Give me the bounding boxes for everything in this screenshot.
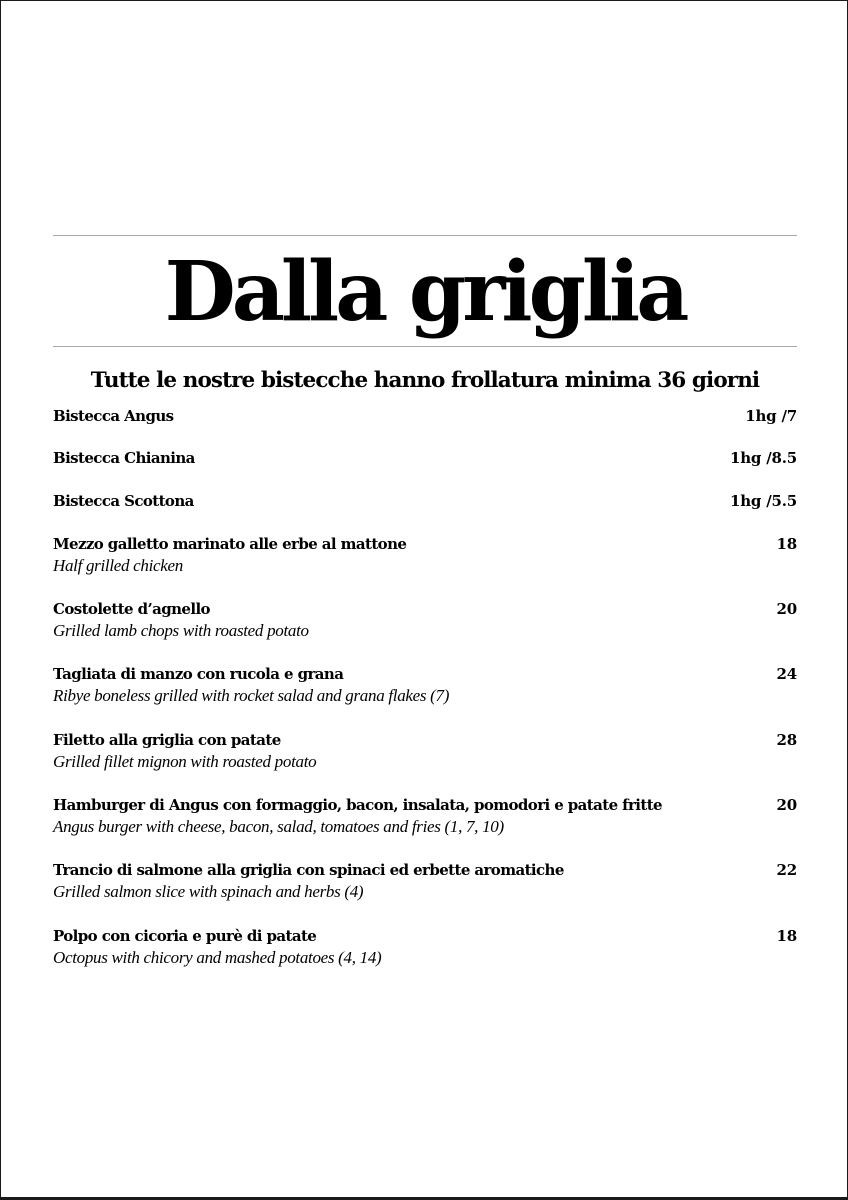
item-description: Octopus with chicory and mashed potatoes (4, 14) <box>53 948 382 967</box>
item-price: 20 <box>776 796 797 814</box>
item-description: Ribye boneless grilled with rocket salad and grana flakes (7) <box>53 686 450 705</box>
menu-item <box>53 924 797 970</box>
item-price: 18 <box>776 535 797 553</box>
item-price: 24 <box>776 665 797 683</box>
item-description: Angus burger with cheese, bacon, salad, tomatoes and fries (1, 7, 10) <box>53 817 504 836</box>
menu-item <box>53 597 797 643</box>
section-subtitle: Tutte le nostre bistecche hanno frollatura minima 36 giorni <box>90 368 760 393</box>
item-description: Grilled salmon slice with spinach and herbs (4) <box>53 882 364 901</box>
item-price: 20 <box>776 600 797 618</box>
section-title: Dalla griglia <box>164 244 686 340</box>
item-description: Grilled lamb chops with roasted potato <box>53 621 309 640</box>
item-name: Hamburger di Angus con formaggio, bacon, insalata, pomodori e patate fritte <box>53 796 663 814</box>
menu-item <box>53 532 797 578</box>
item-price: 28 <box>776 731 797 749</box>
item-price: 1hg /7 <box>745 407 797 425</box>
menu-item <box>53 793 797 839</box>
item-name: Polpo con cicoria e purè di patate <box>53 927 317 945</box>
menu-item <box>53 858 797 904</box>
item-price: 1hg /8.5 <box>729 449 797 467</box>
item-name: Filetto alla griglia con patate <box>53 731 281 749</box>
item-name: Mezzo galletto marinato alle erbe al mattone <box>53 535 407 553</box>
item-name: Tagliata di manzo con rucola e grana <box>53 665 344 683</box>
item-price: 22 <box>776 861 797 879</box>
item-price: 18 <box>776 927 797 945</box>
item-description: Grilled fillet mignon with roasted potato <box>53 752 317 771</box>
item-price: 1hg /5.5 <box>729 492 797 510</box>
title-bottom-rule <box>53 346 797 347</box>
item-name: Bistecca Chianina <box>53 449 195 467</box>
item-name: Trancio di salmone alla griglia con spinaci ed erbette aromatiche <box>53 861 564 879</box>
menu-item <box>53 728 797 774</box>
menu-item <box>53 446 797 492</box>
item-description: Half grilled chicken <box>53 556 183 575</box>
item-name: Bistecca Angus <box>53 407 174 425</box>
menu-item <box>53 489 797 535</box>
item-name: Bistecca Scottona <box>53 492 194 510</box>
menu-item <box>53 662 797 708</box>
item-name: Costolette d’agnello <box>53 600 210 618</box>
menu-item <box>53 404 797 450</box>
